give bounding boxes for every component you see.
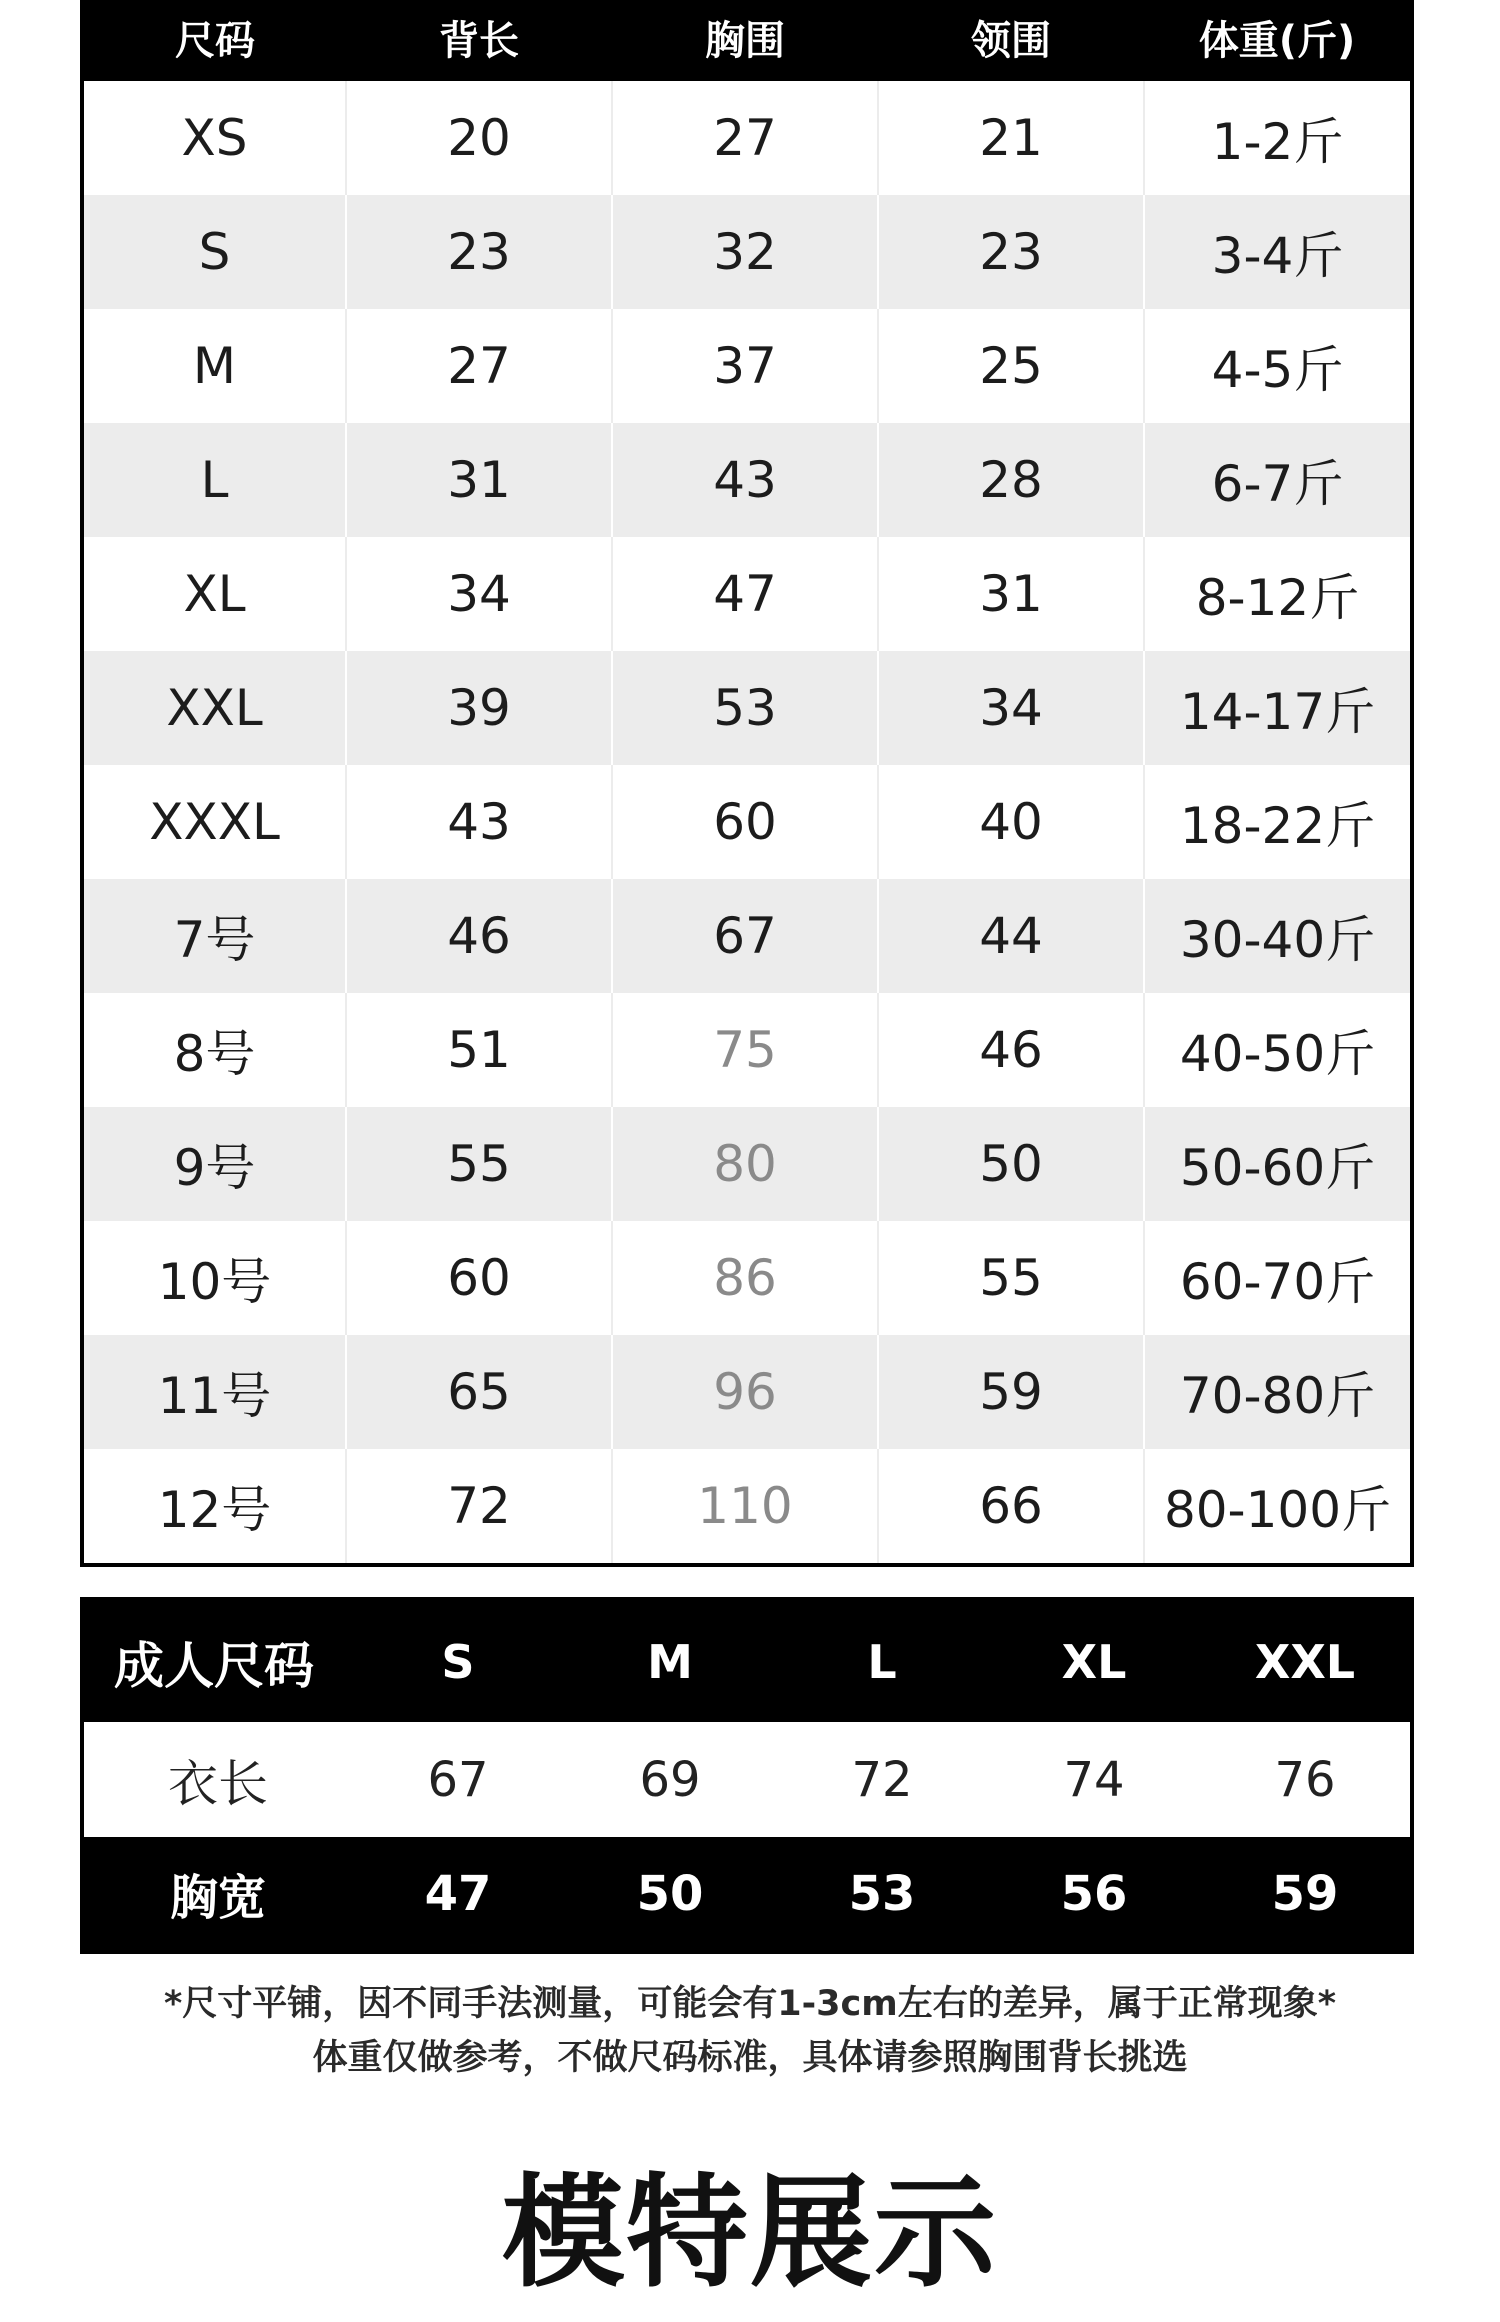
row-label: 衣长 bbox=[82, 1722, 352, 1837]
table-row bbox=[82, 309, 1412, 423]
weight-cell: 30-40斤 bbox=[1144, 879, 1412, 993]
size-cell: S bbox=[82, 195, 346, 309]
weight-cell: 70-80斤 bbox=[1144, 1335, 1412, 1449]
neck-cell: 44 bbox=[878, 879, 1144, 993]
weight-cell: 80-100斤 bbox=[1144, 1449, 1412, 1565]
chest-cell: 43 bbox=[612, 423, 878, 537]
back-length-cell: 65 bbox=[346, 1335, 612, 1449]
size-cell: L bbox=[82, 423, 346, 537]
weight-cell: 8-12斤 bbox=[1144, 537, 1412, 651]
table-cell: 59 bbox=[1200, 1837, 1412, 1952]
back-length-cell: 31 bbox=[346, 423, 612, 537]
neck-cell: 55 bbox=[878, 1221, 1144, 1335]
neck-cell: 21 bbox=[878, 81, 1144, 195]
size-cell: XS bbox=[181, 109, 248, 167]
table-row bbox=[82, 423, 1412, 537]
table-row bbox=[82, 1221, 1412, 1335]
adult-size-header-row bbox=[82, 1599, 1412, 1722]
chest-cell: 80 bbox=[612, 1107, 878, 1221]
header-weight: 体重(斤) bbox=[1144, 0, 1412, 81]
weight-cell: 6-7斤 bbox=[1144, 423, 1412, 537]
adult-size-s: S bbox=[352, 1599, 564, 1722]
measurement-note: *尺寸平铺，因不同手法测量，可能会有1-3cm左右的差异，属于正常现象* bbox=[163, 1984, 1337, 2024]
chest-cell: 110 bbox=[612, 1449, 878, 1565]
chest-cell: 53 bbox=[612, 651, 878, 765]
table-row bbox=[82, 195, 1412, 309]
weight-cell: 40-50斤 bbox=[1144, 993, 1412, 1107]
header-back-length: 背长 bbox=[346, 0, 612, 81]
weight-note: 体重仅做参考，不做尺码标准，具体请参照胸围背长挑选 bbox=[312, 2038, 1188, 2078]
weight-cell: 14-17斤 bbox=[1144, 651, 1412, 765]
size-cell: XXL bbox=[82, 651, 346, 765]
table-row bbox=[82, 81, 1412, 195]
back-length-cell: 43 bbox=[346, 765, 612, 879]
back-length-cell: 39 bbox=[346, 651, 612, 765]
adult-chest-row bbox=[82, 1837, 1412, 1952]
neck-cell: 66 bbox=[878, 1449, 1144, 1565]
table-cell: 67 bbox=[352, 1722, 564, 1837]
chest-cell: 32 bbox=[612, 195, 878, 309]
table-cell: 74 bbox=[988, 1722, 1200, 1837]
table-cell: 53 bbox=[776, 1837, 988, 1952]
adult-size-label: 成人尺码 bbox=[82, 1599, 352, 1722]
table-cell: 50 bbox=[564, 1837, 776, 1952]
pet-size-table bbox=[80, 0, 1414, 1567]
table-cell: 72 bbox=[776, 1722, 988, 1837]
size-cell: 9号 bbox=[82, 1107, 346, 1221]
neck-cell: 31 bbox=[878, 537, 1144, 651]
weight-cell: 4-5斤 bbox=[1144, 309, 1412, 423]
adult-size-xxl: XXL bbox=[1200, 1599, 1412, 1722]
neck-cell: 40 bbox=[878, 765, 1144, 879]
chest-cell: 86 bbox=[612, 1221, 878, 1335]
back-length-cell: 55 bbox=[346, 1107, 612, 1221]
table-cell: 76 bbox=[1200, 1722, 1412, 1837]
chest-cell: 37 bbox=[612, 309, 878, 423]
table-cell: 56 bbox=[988, 1837, 1200, 1952]
size-cell: 11号 bbox=[82, 1335, 346, 1449]
back-length-cell: 34 bbox=[346, 537, 612, 651]
size-cell: 7号 bbox=[82, 879, 346, 993]
chest-cell: 27 bbox=[612, 81, 878, 195]
size-cell: 10号 bbox=[157, 1253, 272, 1311]
header-size: 尺码 bbox=[82, 0, 346, 81]
neck-cell: 25 bbox=[878, 309, 1144, 423]
size-cell: 12号 bbox=[157, 1481, 272, 1539]
neck-cell: 50 bbox=[878, 1107, 1144, 1221]
table-row bbox=[82, 879, 1412, 993]
table-cell: 69 bbox=[564, 1722, 776, 1837]
neck-cell: 46 bbox=[878, 993, 1144, 1107]
table-row bbox=[82, 1107, 1412, 1221]
size-cell: 8号 bbox=[173, 1025, 256, 1083]
neck-cell: 34 bbox=[878, 651, 1144, 765]
chest-cell: 60 bbox=[612, 765, 878, 879]
back-length-cell: 51 bbox=[346, 993, 612, 1107]
adult-size-m: M bbox=[564, 1599, 776, 1722]
chest-cell: 96 bbox=[612, 1335, 878, 1449]
chest-cell: 67 bbox=[612, 879, 878, 993]
back-length-cell: 20 bbox=[346, 81, 612, 195]
table-cell: 47 bbox=[352, 1837, 564, 1952]
header-chest: 胸围 bbox=[612, 0, 878, 81]
section-title: 模特展示 bbox=[502, 2162, 998, 2304]
adult-size-table bbox=[80, 1597, 1414, 1954]
adult-length-row bbox=[82, 1722, 1412, 1837]
table-row bbox=[82, 993, 1412, 1107]
weight-cell: 60-70斤 bbox=[1144, 1221, 1412, 1335]
table-row bbox=[82, 651, 1412, 765]
chest-cell: 47 bbox=[612, 537, 878, 651]
adult-size-xl: XL bbox=[988, 1599, 1200, 1722]
back-length-cell: 60 bbox=[346, 1221, 612, 1335]
size-cell: XXXL bbox=[149, 793, 280, 851]
adult-size-l: L bbox=[776, 1599, 988, 1722]
table-row bbox=[82, 537, 1412, 651]
back-length-cell: 23 bbox=[346, 195, 612, 309]
back-length-cell: 72 bbox=[346, 1449, 612, 1565]
header-neck: 领围 bbox=[878, 0, 1144, 81]
neck-cell: 59 bbox=[878, 1335, 1144, 1449]
chest-cell: 75 bbox=[612, 993, 878, 1107]
table-row bbox=[82, 1449, 1412, 1565]
neck-cell: 28 bbox=[878, 423, 1144, 537]
row-label: 胸宽 bbox=[82, 1837, 352, 1952]
table-row bbox=[82, 765, 1412, 879]
weight-cell: 3-4斤 bbox=[1144, 195, 1412, 309]
weight-cell: 50-60斤 bbox=[1144, 1107, 1412, 1221]
table-row bbox=[82, 1335, 1412, 1449]
weight-cell: 18-22斤 bbox=[1144, 765, 1412, 879]
pet-size-header-row bbox=[82, 0, 1412, 81]
weight-cell: 1-2斤 bbox=[1144, 81, 1412, 195]
back-length-cell: 46 bbox=[346, 879, 612, 993]
size-cell: XL bbox=[183, 565, 246, 623]
neck-cell: 23 bbox=[878, 195, 1144, 309]
size-cell: M bbox=[192, 337, 237, 395]
back-length-cell: 27 bbox=[346, 309, 612, 423]
